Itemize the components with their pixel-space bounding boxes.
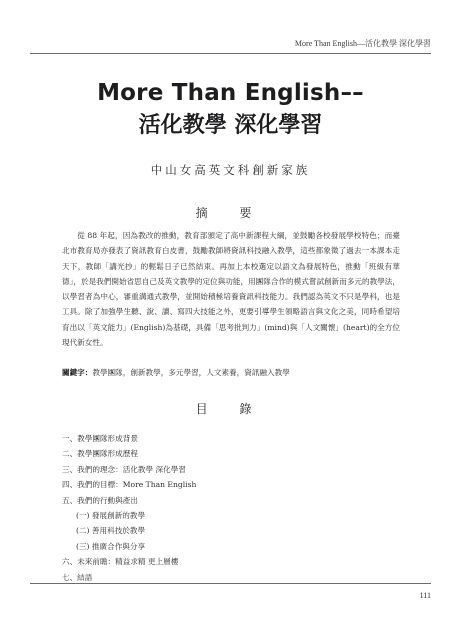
- toc-subitem: (二) 善用科技於教學: [76, 526, 146, 536]
- abstract-heading: 摘 要: [195, 206, 266, 220]
- running-header: More Than English—活化教學 深化學習: [294, 39, 431, 48]
- toc-item: 四、我們的目標：More Than English: [62, 480, 197, 490]
- keywords-text: 教學團隊，創新教學，多元學習，人文素養，資訊融入教學: [92, 368, 290, 377]
- abstract-body: 從 88 年起，因為教改的推動，教育部頒定了高中新課程大綱，並鼓勵各校發展學校特色；而臺北市教育局亦發表了資訊教育白皮書，鼓勵教師將資訊科技融入教學，這些都象徵了過去一本課本走天下，教師「講光抄」的輕鬆日子已然結束。再加上本校選定以語文為發展特色，推動「班級有華德」，於是我們開始省思自己及英文教學的定位與功能，用團隊合作的模式嘗試創新而多元的教學法，以學習者為中心，審重溝通式教學，並開始積極培養資訊科技能力。我們認為英文不只是學科，也是工具。除了加強學生聽、說、讀、寫四大技能之外，更要引導學生領略語言與文化之美，同時希望培育出以「英文能力」(English)為基礎，具備「思考批判力」(mind)與「人文關懷」(heart)的全方位現代新女性。: [62, 231, 400, 348]
- keywords-label: 關鍵字：: [62, 368, 93, 377]
- toc-subitem: (一) 發展創新的教學: [76, 510, 146, 520]
- page-number: 111: [419, 591, 431, 600]
- article-author: 中山女高英文科創新家族: [150, 163, 311, 177]
- toc-item: 五、我們的行動與產出: [62, 495, 138, 505]
- header-rule: [30, 53, 431, 54]
- toc-item: 六、未來前瞻：精益求精 更上層樓: [62, 557, 179, 567]
- toc-item: 一、教學團隊形成背景: [62, 434, 138, 443]
- keywords-line: [62, 367, 400, 379]
- footer-rule: [30, 583, 431, 584]
- toc-item: 七、結語: [62, 572, 93, 582]
- toc-item: 二、教學團隊形成歷程: [62, 449, 138, 459]
- article-title-line1: More Than English––: [97, 80, 364, 106]
- toc-list: [62, 431, 196, 585]
- toc-item: 三、我們的理念：活化教學 深化學習: [62, 464, 186, 474]
- toc-heading: 目 錄: [195, 402, 266, 416]
- toc-subitem: (三) 推廣合作與分享: [76, 541, 146, 551]
- article-title-line2: 活化教學 深化學習: [138, 113, 323, 138]
